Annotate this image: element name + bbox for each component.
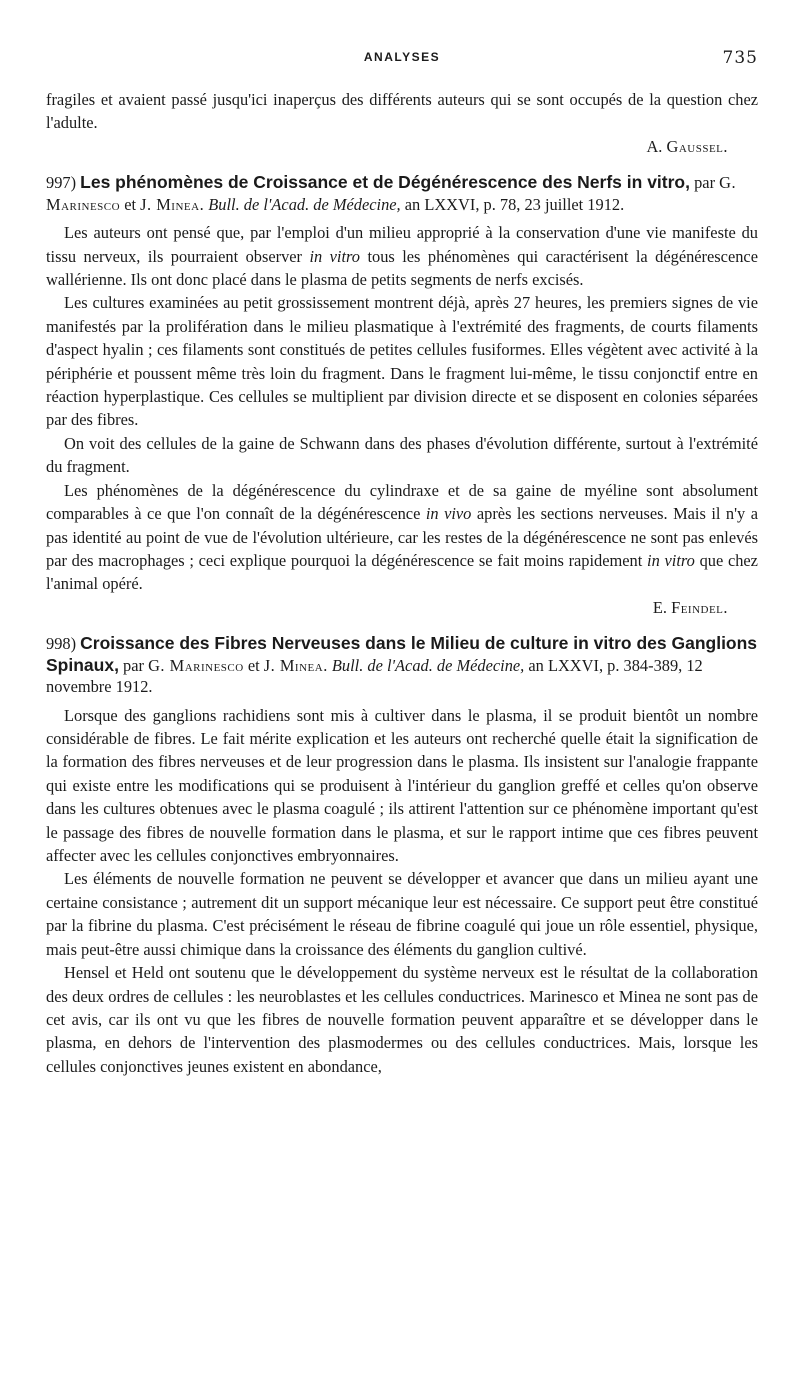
entry-998-paragraph-2: Les éléments de nouvelle formation ne peuvent se développer et avancer que dans un milieu ayant une certaine consistance ; autrement dit un support mécanique leur est nécessaire. Ce support peut être constitué par la fibrine du plasma. C'est précisément le réseau de fibrine coagulé qui joue un rôle essentiel, physique, mais peut-être aussi chimique dans la croissance des éléments du ganglion cultivé. [46,869,758,959]
entry-par: par [123,655,144,675]
entry-998-paragraph-3: Hensel et Held ont soutenu que le développement du système nerveux est le résultat de la collaboration des deux ordres de cellules : les neuroblastes et les cellules conductrices. Marinesco et Minea ne sont pas de cet avis, car ils ont vu que les fibres de nouvelle formation peuvent apparaître et se développer dans le plasma, en dehors de l'intervention des plasmodermes ou des cellules conductrices. Mais, lorsque les cellules conjonctives jeunes existent en abondance, [46,963,758,1076]
entry-number: 997) [46,173,77,193]
entry-author-2: J. Minea. [140,194,205,214]
entry-997-paragraph-2: Les cultures examinées au petit grossissement montrent déjà, après 27 heures, les premiers signes de vie manifestés par la prolifération dans le milieu plasmatique à l'extrémité des fragments, de courts filaments d'aspect hyalin ; ces filaments sont constitués de petites cellules fusiformes. Elles végètent avec activité à la périphérie et poussent même très loin du fragment. Dans le fragment lui-même, le tissu conjonctif entre en réaction hyperplastique. Ces cellules se multiplient par division directe et se disposent en colonies séparées par des fibres. [46,293,758,430]
entry-author-2: J. Minea. [263,655,328,675]
entry-reference: an LXXVI, p. 78, 23 juillet 1912. [404,194,625,214]
entry-and: et [124,194,137,214]
entry-title: Les phénomènes de Croissance et de Dégénérescence des Nerfs in vitro, [80,172,690,193]
page-number: 735 [722,48,758,68]
entry-997 [46,172,758,619]
entry-number: 998) [46,634,77,654]
entry-title: Croissance des Fibres Nerveuses dans le Milieu de culture in vitro des Ganglions Spinaux, [46,633,758,675]
entry-997-paragraph-4: Les phénomènes de la dégénérescence du cylindraxe et de sa gaine de myéline sont absolument comparables à ce que l'on connaît de la dégénérescence in vivo après les sections nerveuses. Mais il n'y a pas identité au point de vue de l'évolution ultérieure, car les restes de la dégénérescence ne sont pas enlevés par des macrophages ; ceci explique pourquoi la dégénérescence se fait moins rapidement in vitro que chez l'animal opéré. [46,480,758,594]
entry-journal: Bull. de l'Acad. de Médecine, [208,194,401,214]
entry-998-heading [46,633,758,698]
carryover-signature [46,135,758,158]
signature-name: Feindel. [671,597,728,617]
entry-par: par [694,173,716,193]
running-title: ANALYSES [363,50,441,64]
entry-and: et [247,655,260,675]
entry-997-paragraph-3: On voit des cellules de la gaine de Schwann dans des phases d'évolution différente, surtout à l'extrémité du fragment. [46,433,758,477]
signature-initial: E. [652,597,667,617]
entry-author-1: G. Marinesco [148,655,244,675]
entry-997-signature [46,596,758,619]
entry-journal: Bull. de l'Acad. de Médecine, [331,655,525,675]
signature-initial: A. [646,136,663,156]
carryover-paragraph: fragiles et avaient passé jusqu'ici inaperçus des différents auteurs qui se sont occupés de la question chez l'adulte. [46,90,758,133]
entry-reference: an LXXVI, p. 384-389, 12 novembre 1912. [46,655,703,697]
entry-author-1: G. Marinesco [46,173,737,214]
page-header [46,50,758,74]
page-body [46,88,758,1078]
signature-name: Gaussel. [666,136,728,156]
entry-997-heading [46,172,758,215]
entry-998 [46,633,758,1078]
entry-998-paragraph-1: Lorsque des ganglions rachidiens sont mis à cultiver dans le plasma, il se produit bientôt un nombre considérable de fibres. Le fait mérite explication et les auteurs ont recherché quelle était la signification de la formation des fibres nerveuses et de leur progression dans le plasma. Ils insistent sur l'analogie frappante qui existe entre les modifications qui se produisent à l'intérieur du ganglion greffé et celles qu'on observe dans les cultures obtenues avec le plasma coagulé ; ils attirent l'attention sur ce phénomène important qu'est le passage des fibres de nouvelle formation dans le plasma, et sur le rapport intime que ces fibres peuvent affecter avec les cellules conjonctives embryonnaires. [46,705,758,866]
entry-997-paragraph-1: Les auteurs ont pensé que, par l'emploi d'un milieu approprié à la conservation d'une vie manifeste du tissu nerveux, ils pourraient observer in vitro tous les phénomènes qui caractérisent la dégénérescence wallérienne. Ils ont donc placé dans le plasma de petits segments de nerfs excisés. [46,223,758,290]
